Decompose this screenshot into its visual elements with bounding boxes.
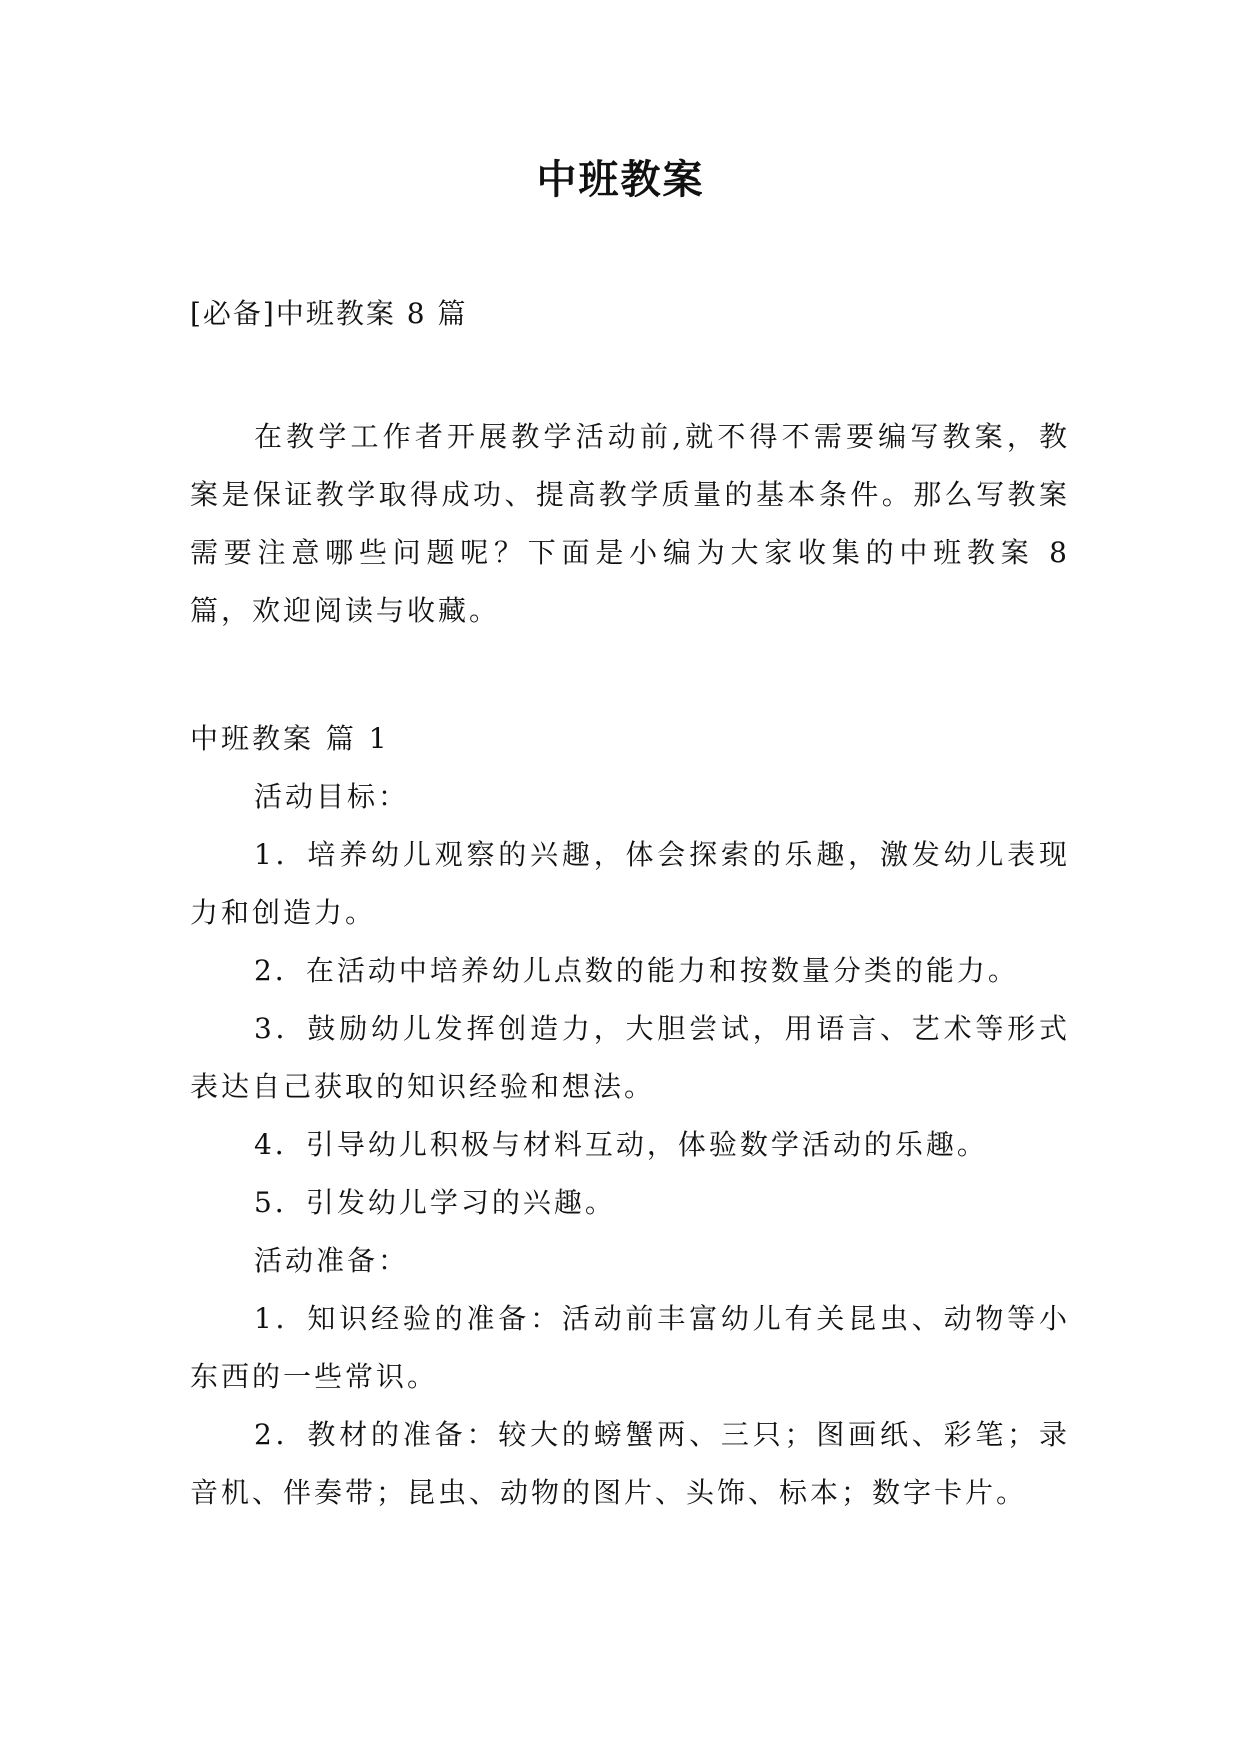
- document-body: [190, 408, 1070, 1522]
- document-title: 中班教案: [536, 156, 705, 203]
- goal-item: 2．在活动中培养幼儿点数的能力和按数量分类的能力。: [254, 954, 1019, 987]
- section-spacer: [190, 640, 1070, 710]
- prep-item: 2．教材的准备：较大的螃蟹两、三只；图画纸、彩笔；录音机、伴奏带；昆虫、动物的图片、头饰、标本；数字卡片。: [190, 1418, 1070, 1509]
- goal-item: 3．鼓励幼儿发挥创造力，大胆尝试，用语言、艺术等形式表达自己获取的知识经验和想法。: [190, 1012, 1070, 1103]
- intro-paragraph: 在教学工作者开展教学活动前,就不得不需要编写教案，教案是保证教学取得成功、提高教学质量的基本条件。那么写教案需要注意哪些问题呢？下面是小编为大家收集的中班教案 8 篇，欢迎阅读与收藏。: [190, 420, 1070, 627]
- document-subtitle: [必备]中班教案 8 篇: [190, 297, 468, 330]
- goal-item: 5．引发幼儿学习的兴趣。: [254, 1186, 616, 1219]
- section-heading: 中班教案 篇 1: [190, 722, 390, 755]
- prep-item: 1．知识经验的准备：活动前丰富幼儿有关昆虫、动物等小东西的一些常识。: [190, 1302, 1070, 1393]
- goals-label: 活动目标：: [254, 780, 410, 813]
- goal-item: 4．引导幼儿积极与材料互动，体验数学活动的乐趣。: [254, 1128, 988, 1161]
- goal-item: 1．培养幼儿观察的兴趣，体会探索的乐趣，激发幼儿表现力和创造力。: [190, 838, 1070, 929]
- prep-label: 活动准备：: [254, 1244, 410, 1277]
